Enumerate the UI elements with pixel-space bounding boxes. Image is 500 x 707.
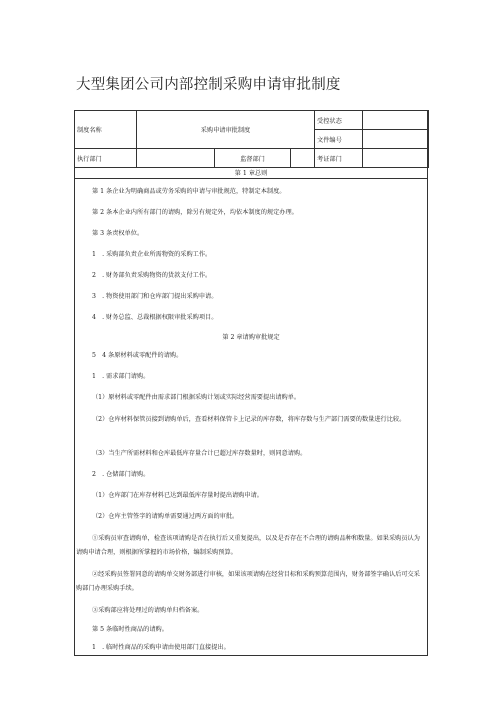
page-title: 大型集团公司内部控制采购申请审批制度	[76, 77, 341, 93]
review-dept-label: 考证部门	[315, 149, 363, 168]
paragraph: 3 . 物资使用部门和仓库部门提出采购申请。	[92, 293, 218, 300]
doc-number-value	[363, 130, 429, 149]
paragraph: ①采购员审查请购单，检查该项请购是否在执行后又重复提出，以及是否存在不合理的请购品种和数量。如果采购员认为请购申请合理，则根据所掌握的市场价格，编制采购预算。	[76, 535, 420, 556]
paragraph: 1 . 采购部负责企业所需物资的采购工作。	[92, 251, 212, 258]
paragraph: 1 . 临时性商品的采购申请由使用部门直接提出。	[92, 644, 230, 651]
paragraph: 1 . 需求部门请购。	[92, 373, 150, 380]
supervise-dept-value	[291, 149, 315, 168]
system-name-value: 采购申请审批制度	[137, 111, 315, 149]
paragraph: 5 4 条原材料或零配件的请购。	[92, 352, 183, 359]
paragraph: ②经采购员签署同意的请购单交财务部进行审核，如果该项请购在经营目标和采购预算范围内，财务部签字确认后可交采购部门办理采购手续。	[76, 571, 420, 592]
paragraph: （2）仓库材料保管员接到请购单后，查看材料保管卡上记录的库存数，将库存数与生产部门需要的数量进行比较。	[92, 416, 406, 423]
doc-number-label: 文件编号	[315, 130, 363, 149]
chapter-divider	[74, 178, 428, 179]
supervise-dept-label: 监督部门	[215, 149, 291, 168]
chapter-1-heading: 第 1 章总则	[234, 170, 268, 177]
control-status-label: 受控状态	[315, 111, 363, 130]
review-dept-value	[363, 149, 429, 168]
chapter-2-heading: 第 2 章请购审批规定	[222, 334, 280, 341]
system-name-label: 制度名称	[75, 111, 137, 149]
paragraph: （3）当生产所需材料和仓库最低库存量合计已超过库存数量时，则同意请购。	[92, 450, 307, 457]
paragraph: 2 . 仓储部门请购。	[92, 471, 150, 478]
paragraph: （1）仓库部门在库存材料已达到最低库存量时提出请购申请。	[92, 492, 263, 499]
paragraph: （2）仓库主管签字的请购单需要通过两方面的审批。	[92, 513, 239, 520]
paragraph: 第 5 条临时性商品的请购。	[92, 626, 168, 633]
paragraph: 第 3 条责权单位。	[92, 230, 144, 237]
paragraph: ③采购部应将处理过的请购单归档备案。	[92, 607, 204, 614]
control-status-value	[363, 111, 429, 130]
paragraph: 2 . 财务部负责采购物资的货款支付工作。	[92, 272, 212, 279]
exec-dept-value	[137, 149, 215, 168]
paragraph: 第 2 条本企业内所有部门的请购，除另有规定外，均依本制度的规定办理。	[92, 209, 298, 216]
paragraph: 第 1 条企业为明确商品或劳务采购的申请与审批规范，特制定本制度。	[92, 188, 286, 195]
paragraph: 4 . 财务总监、总裁根据权限审批采购项目。	[92, 314, 218, 321]
meta-table	[74, 110, 429, 168]
exec-dept-label: 执行部门	[75, 149, 137, 168]
paragraph: （1）原材料或零配件由需求部门根据采购计划或实际经营需要提出请购单。	[92, 394, 301, 401]
